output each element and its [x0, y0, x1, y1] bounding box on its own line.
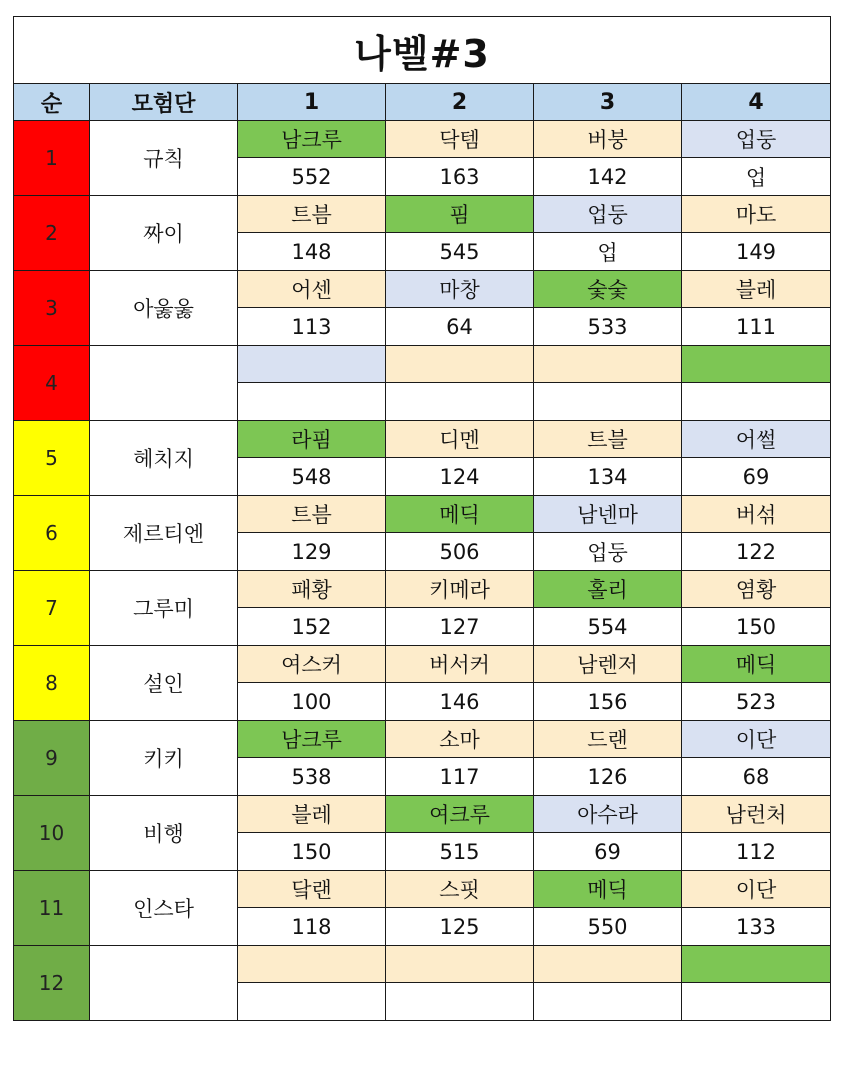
rank-cell: 8: [14, 646, 90, 721]
party-row-jobs: [14, 271, 831, 308]
value-cell: 163: [386, 158, 534, 196]
value-cell: 533: [534, 308, 682, 346]
job-cell: 디멘: [386, 421, 534, 458]
party-row-jobs: [14, 571, 831, 608]
team-name-cell: [90, 346, 238, 421]
job-cell: [534, 946, 682, 983]
value-cell: 538: [238, 758, 386, 796]
value-cell: [534, 983, 682, 1021]
value-cell: 545: [386, 233, 534, 271]
rank-cell: 10: [14, 796, 90, 871]
rank-cell: 4: [14, 346, 90, 421]
party-row-jobs: [14, 421, 831, 458]
job-cell: 블레: [682, 271, 831, 308]
job-cell: 남런처: [682, 796, 831, 833]
value-cell: 134: [534, 458, 682, 496]
value-cell: 515: [386, 833, 534, 871]
value-cell: 122: [682, 533, 831, 571]
value-cell: 118: [238, 908, 386, 946]
value-cell: 업둥: [534, 533, 682, 571]
team-name-cell: 아욿욿: [90, 271, 238, 346]
value-cell: [238, 983, 386, 1021]
rank-cell: 7: [14, 571, 90, 646]
value-cell: 126: [534, 758, 682, 796]
job-cell: 버붕: [534, 121, 682, 158]
value-cell: 112: [682, 833, 831, 871]
job-cell: 남크루: [238, 721, 386, 758]
value-cell: 64: [386, 308, 534, 346]
job-cell: 라핌: [238, 421, 386, 458]
job-cell: 버서커: [386, 646, 534, 683]
job-cell: 메딕: [682, 646, 831, 683]
team-name-cell: 인스타: [90, 871, 238, 946]
value-cell: 152: [238, 608, 386, 646]
job-cell: 닼랜: [238, 871, 386, 908]
job-cell: 홀리: [534, 571, 682, 608]
team-name-cell: [90, 946, 238, 1021]
team-name-cell: 헤치지: [90, 421, 238, 496]
party-row-jobs: [14, 796, 831, 833]
party-row-jobs: [14, 121, 831, 158]
job-cell: 마창: [386, 271, 534, 308]
job-cell: [386, 346, 534, 383]
job-cell: 소마: [386, 721, 534, 758]
header-rank: 순: [14, 84, 90, 121]
party-row-jobs: [14, 946, 831, 983]
rank-cell: 12: [14, 946, 90, 1021]
job-cell: [682, 346, 831, 383]
job-cell: 트블: [534, 421, 682, 458]
value-cell: 111: [682, 308, 831, 346]
header-slot-2: 2: [386, 84, 534, 121]
job-cell: [238, 946, 386, 983]
value-cell: 129: [238, 533, 386, 571]
job-cell: [534, 346, 682, 383]
value-cell: 125: [386, 908, 534, 946]
job-cell: [386, 946, 534, 983]
title-row: [14, 17, 831, 84]
value-cell: 업: [682, 158, 831, 196]
value-cell: 150: [682, 608, 831, 646]
job-cell: 메딕: [386, 496, 534, 533]
job-cell: 이단: [682, 871, 831, 908]
value-cell: 550: [534, 908, 682, 946]
job-cell: 패황: [238, 571, 386, 608]
job-cell: 블레: [238, 796, 386, 833]
job-cell: 트븜: [238, 196, 386, 233]
header-row: [14, 84, 831, 121]
rank-cell: 5: [14, 421, 90, 496]
job-cell: 핌: [386, 196, 534, 233]
job-cell: 닥템: [386, 121, 534, 158]
party-row-jobs: [14, 346, 831, 383]
job-cell: 이단: [682, 721, 831, 758]
value-cell: 149: [682, 233, 831, 271]
raid-party-table: [13, 16, 831, 1021]
job-cell: 염황: [682, 571, 831, 608]
value-cell: 552: [238, 158, 386, 196]
value-cell: 124: [386, 458, 534, 496]
job-cell: 남렌저: [534, 646, 682, 683]
value-cell: 146: [386, 683, 534, 721]
value-cell: 523: [682, 683, 831, 721]
value-cell: 69: [534, 833, 682, 871]
header-slot-3: 3: [534, 84, 682, 121]
header-slot-4: 4: [682, 84, 831, 121]
job-cell: 남넨마: [534, 496, 682, 533]
value-cell: 68: [682, 758, 831, 796]
value-cell: 100: [238, 683, 386, 721]
header-slot-1: 1: [238, 84, 386, 121]
team-name-cell: 짜이: [90, 196, 238, 271]
job-cell: 메딕: [534, 871, 682, 908]
job-cell: 키메라: [386, 571, 534, 608]
value-cell: 127: [386, 608, 534, 646]
party-row-jobs: [14, 871, 831, 908]
party-row-jobs: [14, 721, 831, 758]
party-row-jobs: [14, 496, 831, 533]
value-cell: 69: [682, 458, 831, 496]
party-row-jobs: [14, 646, 831, 683]
spreadsheet: [13, 16, 830, 1021]
value-cell: 업: [534, 233, 682, 271]
sheet-title: 나벨#3: [14, 17, 831, 84]
value-cell: 133: [682, 908, 831, 946]
rank-cell: 1: [14, 121, 90, 196]
value-cell: 150: [238, 833, 386, 871]
job-cell: 업둥: [682, 121, 831, 158]
rank-cell: 9: [14, 721, 90, 796]
value-cell: [386, 983, 534, 1021]
rank-cell: 11: [14, 871, 90, 946]
team-name-cell: 규칙: [90, 121, 238, 196]
party-row-jobs: [14, 196, 831, 233]
job-cell: 아수라: [534, 796, 682, 833]
job-cell: 어센: [238, 271, 386, 308]
value-cell: 113: [238, 308, 386, 346]
value-cell: 142: [534, 158, 682, 196]
value-cell: 554: [534, 608, 682, 646]
table-body: [14, 121, 831, 1021]
job-cell: 여스커: [238, 646, 386, 683]
value-cell: 117: [386, 758, 534, 796]
team-name-cell: 설인: [90, 646, 238, 721]
job-cell: [238, 346, 386, 383]
job-cell: 마도: [682, 196, 831, 233]
job-cell: 숯숯: [534, 271, 682, 308]
job-cell: 어썰: [682, 421, 831, 458]
job-cell: 남크루: [238, 121, 386, 158]
team-name-cell: 키키: [90, 721, 238, 796]
job-cell: 스핏: [386, 871, 534, 908]
value-cell: [238, 383, 386, 421]
job-cell: 업둥: [534, 196, 682, 233]
header-team: 모험단: [90, 84, 238, 121]
job-cell: 트븜: [238, 496, 386, 533]
team-name-cell: 비행: [90, 796, 238, 871]
rank-cell: 2: [14, 196, 90, 271]
value-cell: [386, 383, 534, 421]
value-cell: [682, 383, 831, 421]
rank-cell: 6: [14, 496, 90, 571]
job-cell: [682, 946, 831, 983]
team-name-cell: 제르티엔: [90, 496, 238, 571]
value-cell: [534, 383, 682, 421]
job-cell: 버섞: [682, 496, 831, 533]
rank-cell: 3: [14, 271, 90, 346]
job-cell: 여크루: [386, 796, 534, 833]
team-name-cell: 그루미: [90, 571, 238, 646]
value-cell: [682, 983, 831, 1021]
value-cell: 148: [238, 233, 386, 271]
job-cell: 드랜: [534, 721, 682, 758]
value-cell: 156: [534, 683, 682, 721]
value-cell: 506: [386, 533, 534, 571]
value-cell: 548: [238, 458, 386, 496]
